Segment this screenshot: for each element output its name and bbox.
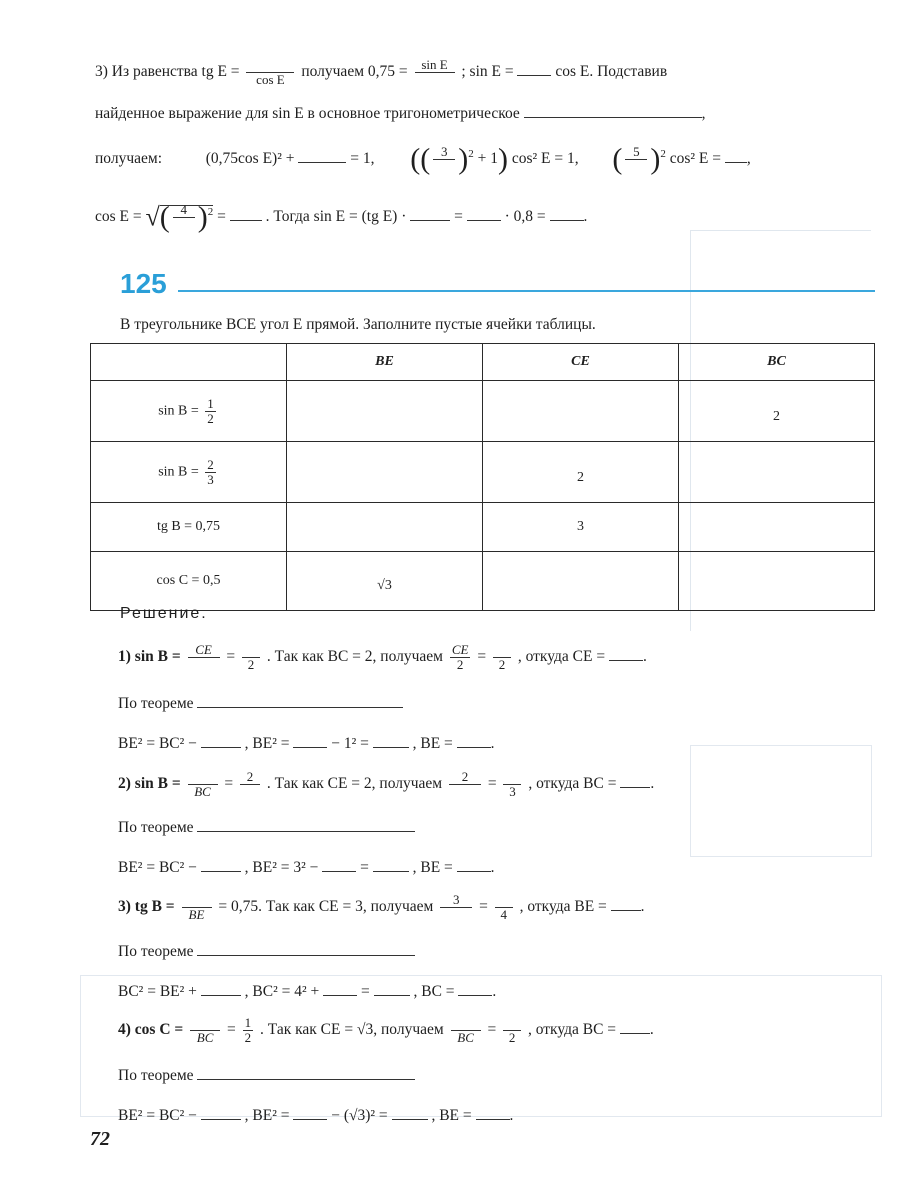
answer-blank[interactable] bbox=[201, 981, 241, 996]
answer-blank[interactable] bbox=[611, 896, 641, 911]
solution-1-line-1: 1) sin B = CE = 2 . Так как BC = 2, получаем $\frac{CE}{2}$ = 2 , откуда CE = . bbox=[118, 642, 647, 672]
table-cell-ce[interactable]: 2 bbox=[483, 442, 679, 503]
table-row bbox=[91, 503, 875, 552]
answer-blank[interactable] bbox=[457, 733, 491, 748]
table-row bbox=[91, 552, 875, 611]
solution-4-line-1: 4) cos C = BC = $\frac{1}{2}$ . Так как CE = √3, получаем BC = 2 , откуда BC = . bbox=[118, 1015, 654, 1045]
solution-3-line-2 bbox=[118, 940, 875, 964]
text: . Так как CE = √3, получаем bbox=[259, 1021, 444, 1039]
text: 2) sin B = bbox=[118, 775, 181, 793]
answer-blank[interactable] bbox=[392, 1105, 428, 1120]
task-number: 125 bbox=[120, 268, 167, 299]
answer-blank[interactable] bbox=[230, 206, 262, 221]
table-cell-bc[interactable] bbox=[679, 552, 875, 611]
answer-blank[interactable] bbox=[457, 857, 491, 872]
answer-blank[interactable] bbox=[374, 981, 410, 996]
text: По теореме bbox=[118, 819, 194, 836]
table-cell-bc[interactable] bbox=[679, 503, 875, 552]
text: = bbox=[360, 983, 370, 1000]
header-rule bbox=[178, 290, 875, 292]
fraction bbox=[173, 203, 195, 232]
fraction-denominator: BE bbox=[188, 907, 205, 922]
text: = bbox=[217, 208, 226, 226]
table-cell-bc[interactable] bbox=[679, 442, 875, 503]
fraction-denominator: BC bbox=[194, 784, 211, 799]
fraction-denominator: 3 bbox=[509, 784, 516, 799]
page-number: 72 bbox=[90, 1128, 110, 1150]
solution-2-line-1: 2) sin B = BC = 2 . Так как CE = 2, получаем 2 = 3 , откуда BC = . bbox=[118, 769, 655, 799]
part3-line-3: получаем: (0,75cos E)² + = 1, (( 3 )$^2$ + 1) cos² E = 1, ( 5 )$^2$ cos² E = , bbox=[95, 142, 751, 176]
text: − 1² = bbox=[331, 735, 369, 752]
text: = 0,75. Так как CE = 3, получаем bbox=[218, 898, 434, 916]
text: cos² E = bbox=[669, 150, 722, 168]
table-cell-ce[interactable] bbox=[483, 381, 679, 442]
fraction-numerator: 3 bbox=[433, 145, 455, 160]
answer-blank[interactable] bbox=[467, 206, 501, 221]
row-label bbox=[91, 442, 287, 503]
row-label: cos C = 0,5 bbox=[91, 552, 287, 611]
fraction-numerator: 2 bbox=[449, 770, 481, 785]
fraction-denominator: 2 bbox=[207, 410, 214, 426]
text: получаем 0,75 = bbox=[301, 63, 408, 81]
part3-line-1 bbox=[95, 58, 875, 87]
fraction-denominator: 4 bbox=[500, 907, 507, 922]
answer-blank[interactable] bbox=[373, 857, 409, 872]
text: , BE = bbox=[431, 1107, 472, 1124]
text: , откуда BC = bbox=[527, 1021, 617, 1039]
answer-blank[interactable] bbox=[197, 1065, 415, 1080]
answer-blank[interactable] bbox=[550, 206, 584, 221]
solution-4-line-2 bbox=[118, 1064, 875, 1088]
fraction bbox=[246, 58, 294, 87]
fraction-denominator: 3 bbox=[207, 471, 214, 487]
text: найденное выражение для sin E в основное тригонометрическое bbox=[95, 105, 520, 122]
text: cos² E = 1, bbox=[511, 150, 579, 168]
part3-line-2: найденное выражение для sin E в основное тригонометрическое , bbox=[95, 105, 706, 122]
text: , BE² = bbox=[244, 1107, 290, 1124]
answer-blank[interactable] bbox=[298, 148, 346, 163]
fraction-numerator: CE bbox=[188, 643, 220, 658]
task-prompt: В треугольнике BCE угол E прямой. Заполните пустые ячейки таблицы. bbox=[120, 316, 596, 333]
solution-2-line-3: BE² = BC² − , BE² = 3² − = , BE = . bbox=[118, 859, 495, 876]
fraction-numerator: 2 bbox=[207, 456, 214, 472]
table-header-cell: BC bbox=[679, 344, 875, 381]
task-header bbox=[120, 268, 875, 298]
answer-blank[interactable] bbox=[725, 148, 747, 163]
answer-blank[interactable] bbox=[373, 733, 409, 748]
text: По теореме bbox=[118, 695, 194, 712]
task-table bbox=[90, 343, 875, 611]
table-cell-ce[interactable] bbox=[483, 552, 679, 611]
answer-blank[interactable] bbox=[197, 817, 415, 832]
text: − (√3)² = bbox=[331, 1107, 388, 1124]
text: = bbox=[360, 859, 369, 876]
fraction-numerator: 4 bbox=[173, 203, 195, 218]
text: 3) tg B = bbox=[118, 898, 175, 916]
answer-blank[interactable] bbox=[201, 857, 241, 872]
answer-blank[interactable] bbox=[609, 646, 643, 661]
table-header-cell bbox=[91, 344, 287, 381]
table-header-cell: CE bbox=[483, 344, 679, 381]
answer-blank[interactable] bbox=[201, 733, 241, 748]
text: , откуда BC = bbox=[528, 775, 617, 793]
row-label bbox=[91, 381, 287, 442]
table-row bbox=[91, 381, 875, 442]
solution-heading: Решение. bbox=[120, 605, 208, 622]
answer-blank[interactable] bbox=[323, 981, 357, 996]
table-cell-ce[interactable]: 3 bbox=[483, 503, 679, 552]
text: BE² = BC² − bbox=[118, 859, 197, 876]
answer-blank[interactable] bbox=[410, 206, 450, 221]
text: · 0,8 = bbox=[504, 208, 546, 226]
table-cell-be[interactable] bbox=[287, 381, 483, 442]
table-row bbox=[91, 442, 875, 503]
text: , откуда CE = bbox=[517, 648, 606, 666]
table-cell-be[interactable] bbox=[287, 442, 483, 503]
text: получаем: bbox=[95, 150, 162, 168]
text: = 1, bbox=[350, 150, 375, 168]
fraction-denominator: BC bbox=[457, 1030, 474, 1045]
text: cos E. Подставив bbox=[555, 63, 668, 81]
answer-blank[interactable] bbox=[620, 1019, 650, 1034]
solution-2-line-2 bbox=[118, 816, 875, 840]
answer-blank[interactable] bbox=[517, 61, 551, 76]
answer-blank[interactable] bbox=[458, 981, 492, 996]
fraction-numerator: 1 bbox=[244, 1015, 252, 1030]
fraction-denominator: 2 bbox=[247, 657, 255, 672]
text: BC² = BE² + bbox=[118, 983, 197, 1000]
answer-blank[interactable] bbox=[524, 103, 702, 118]
text: , BE = bbox=[412, 859, 453, 876]
text: . Так как BC = 2, получаем bbox=[266, 648, 443, 666]
table-cell-be[interactable] bbox=[287, 503, 483, 552]
text: По теореме bbox=[118, 943, 194, 960]
fraction-numerator: CE bbox=[451, 642, 469, 657]
fraction-numerator: 1 bbox=[207, 395, 214, 411]
text: , BC² = 4² + bbox=[244, 983, 320, 1000]
text: По теореме bbox=[118, 1067, 194, 1084]
bleed-through-decoration bbox=[690, 745, 872, 857]
text: = bbox=[454, 208, 463, 226]
answer-blank[interactable] bbox=[293, 733, 327, 748]
solution-3-line-3: BC² = BE² + , BC² = 4² + = , BC = . bbox=[118, 983, 497, 1000]
table-cell-bc[interactable]: 2 bbox=[679, 381, 875, 442]
text: sin B = bbox=[158, 464, 199, 480]
text: , BC = bbox=[413, 983, 455, 1000]
fraction-denominator: 2 bbox=[498, 657, 506, 672]
answer-blank[interactable] bbox=[197, 693, 403, 708]
solution-4-line-3: BE² = BC² − , BE² = − (√3)² = , BE = . bbox=[118, 1107, 514, 1124]
fraction-numerator: 3 bbox=[440, 893, 472, 908]
fraction-numerator: 5 bbox=[625, 145, 647, 160]
part3-line-4: cos E = √( 4 )$^2$ = . Тогда sin E = (tg E) · = · 0,8 = . bbox=[95, 200, 588, 234]
fraction-numerator: sin E bbox=[415, 58, 455, 73]
table-cell-be[interactable]: √3 bbox=[287, 552, 483, 611]
solution-1-line-3: BE² = BC² − , BE² = − 1² = , BE = . bbox=[118, 735, 495, 752]
solution-3-line-1: 3) tg B = BE = 0,75. Так как CE = 3, получаем 3 = 4 , откуда BE = . bbox=[118, 892, 645, 922]
fraction bbox=[415, 58, 455, 87]
answer-blank[interactable] bbox=[201, 1105, 241, 1120]
text: . Тогда sin E = (tg E) · bbox=[265, 208, 407, 226]
solution-1-line-2 bbox=[118, 692, 875, 716]
table-header-cell: BE bbox=[287, 344, 483, 381]
table-header-row bbox=[91, 344, 875, 381]
answer-blank[interactable] bbox=[620, 773, 650, 788]
text: , BE² = 3² − bbox=[244, 859, 319, 876]
text: BE² = BC² − bbox=[118, 1107, 197, 1124]
text: ; sin E = bbox=[461, 63, 514, 81]
text: + 1 bbox=[477, 150, 498, 168]
answer-blank[interactable] bbox=[476, 1105, 510, 1120]
text: . Так как CE = 2, получаем bbox=[266, 775, 443, 793]
fraction-denominator: 2 bbox=[244, 1030, 252, 1045]
text: BE² = BC² − bbox=[118, 735, 197, 752]
text: 4) cos C = bbox=[118, 1021, 184, 1039]
answer-blank[interactable] bbox=[197, 941, 415, 956]
row-label: tg B = 0,75 bbox=[91, 503, 287, 552]
answer-blank[interactable] bbox=[322, 857, 356, 872]
fraction-denominator: 2 bbox=[508, 1030, 516, 1045]
fraction-denominator: cos E bbox=[256, 72, 285, 87]
fraction-numerator: 2 bbox=[240, 770, 260, 785]
text: 1) sin B = bbox=[118, 648, 181, 666]
text: sin B = bbox=[158, 403, 199, 419]
text: , BE² = bbox=[244, 735, 290, 752]
text: 3) Из равенства tg E = bbox=[95, 63, 240, 81]
text: , откуда BE = bbox=[519, 898, 607, 916]
answer-blank[interactable] bbox=[293, 1105, 327, 1120]
text: , BE = bbox=[412, 735, 453, 752]
fraction bbox=[433, 145, 455, 174]
fraction bbox=[625, 145, 647, 174]
fraction-denominator: 2 bbox=[456, 657, 464, 672]
text: (0,75cos E)² + bbox=[205, 150, 295, 168]
fraction-denominator: BC bbox=[196, 1030, 214, 1045]
text: cos E = bbox=[95, 208, 142, 226]
